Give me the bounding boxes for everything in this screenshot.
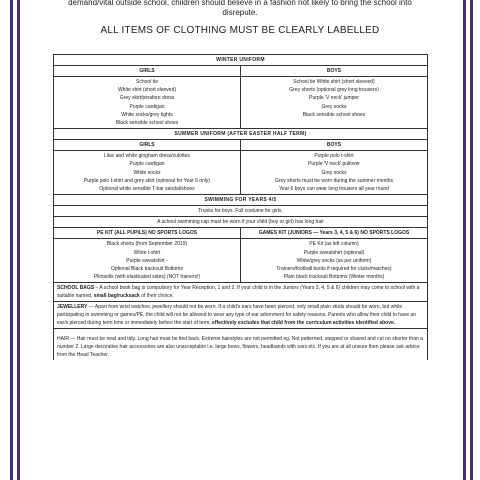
swimming-heading: SWIMMING FOR YEARS 4/5: [54, 195, 428, 206]
jewellery-text: — Apart from wrist watches, jewellery should not be worn. If a child's ears have been pierced, only small plain studs should be worn, but while participating in swimming or games/PE, the child will not be allowed to wear any type of ear adornment for safety reasons. Parents who allow their child to have an ear/s pierced during term time or immediately before the start of term,: [57, 304, 417, 327]
school-bags-note: [54, 283, 428, 302]
list-item: Grey shorts must be worn during the summer months: [274, 177, 394, 184]
left-border-bar: [10, 0, 13, 480]
list-item: White socks: [133, 169, 161, 176]
list-item: Plimsolls (with elasticated sides) (NOT trainers!): [93, 274, 201, 281]
list-item: School tie White shirt (short sleeved): [293, 79, 375, 85]
list-item: Purple polo t-shirt: [314, 153, 354, 160]
jewellery-note: [54, 302, 428, 329]
swimming-line-2: [54, 217, 428, 228]
list-item: Grey shorts (optional grey long trousers): [289, 87, 379, 94]
list-item: Purple 'V neck' pullover: [308, 161, 360, 168]
list-item: School tie: [136, 79, 158, 85]
list-item: Grey skirt/pinafore dress: [119, 95, 175, 102]
list-item: Purple cardigan: [129, 103, 165, 110]
labelling-notice: ALL ITEMS OF CLOTHING MUST BE CLEARLY LABELLED: [100, 25, 380, 36]
games-kit-heading: GAMES KIT (JUNIORS — Years 3, 4, 5 & 6) NO SPORTS LOGOS: [241, 228, 428, 239]
school-bags-tail: of their choice.: [139, 293, 174, 300]
right-border-bar-inner: [463, 0, 466, 480]
list-item: White/grey socks (as per uniform): [296, 257, 372, 264]
list-item: Purple sweatshirt (optional): [303, 249, 365, 256]
list-item: Grey socks: [321, 103, 347, 110]
school-bags-text: – A school book bag is compulsory for Year Reception, 1 and 2. If your child is in the Juniors (Years 3, 4, 5 & 6) children may come to school with a suitable named,: [57, 285, 420, 300]
list-item: Year 6 boys can wear long trousers all year round: [279, 185, 389, 192]
list-item: Purple sweatshirt -: [126, 257, 168, 264]
list-item: Purple 'V neck' jumper: [309, 95, 359, 102]
list-item: Black sensible school shoes: [302, 111, 366, 118]
right-border-bar: [470, 0, 473, 480]
intro-line-1: demand/vital outside school, children should believe in a fashion not likely to bring the school into: [68, 0, 412, 7]
list-item: Optional Black tracksuit Bottoms: [111, 266, 183, 272]
pe-kit-heading: PE KIT (ALL PUPILS) NO SPORTS LOGOS: [54, 228, 241, 239]
list-item: Trunks for boys. Full costume for girls.: [198, 208, 283, 215]
school-bags-bold: small bag/rucksack: [92, 293, 140, 300]
winter-girls-heading: GIRLS: [54, 66, 241, 77]
list-item: Lilac and white gingham dress/culottes: [104, 153, 190, 160]
jewellery-label: JEWELLERY: [57, 304, 88, 311]
hair-note: HAIR — Hair must be neat and tidy. Long hair must be tied back. Extreme hairstyles are not permitted eg. Not patterned, stepped or shaved and cut no shorter than a number 2. Large decorative hair accessories are also unacceptable i.e. large bows, flowers, headbands with ears etc. If you are at all unsure then please ask advice from the Head Teacher.: [54, 329, 428, 361]
jewellery-bold: effectively excludes that child from the curriculum activities identified above.: [210, 320, 396, 327]
pe-kit-list: [54, 239, 241, 283]
list-item: Black sensible school shoes: [115, 119, 179, 126]
winter-boys-heading: BOYS: [241, 66, 428, 77]
swimming-line-1: [54, 206, 428, 217]
summer-girls-list: [54, 151, 241, 195]
list-item: Plain black tracksuit Bottoms (Winter months): [283, 274, 385, 281]
winter-girls-list: [54, 77, 241, 129]
summer-uniform-heading: SUMMER UNIFORM (AFTER EASTER HALF TERM): [54, 129, 428, 140]
summer-girls-heading: GIRLS: [54, 140, 241, 151]
winter-boys-list: [241, 77, 428, 129]
games-kit-list: [241, 239, 428, 283]
list-item: PE Kit (as left column): [309, 241, 359, 248]
winter-uniform-heading: WINTER UNIFORM: [54, 55, 428, 66]
list-item: White socks/grey tights: [121, 111, 173, 118]
school-bags-label: SCHOOL BAGS: [57, 285, 95, 292]
list-item: Trainers/football boots if required for clubs/matches): [276, 266, 392, 272]
summer-boys-list: [241, 151, 428, 195]
list-item: Black shorts (from September 2019): [106, 241, 188, 248]
list-item: Grey socks: [321, 169, 347, 176]
intro-line-2: disrepute.: [222, 8, 258, 17]
left-border-bar-inner: [17, 0, 20, 480]
list-item: Purple cardigan: [129, 161, 165, 168]
uniform-table: [53, 54, 428, 360]
list-item: Purple polo t-shirt and grey skirt (optional for Year 6 only): [83, 177, 211, 184]
list-item: White t-shirt: [133, 249, 161, 256]
list-item: A school swimming cap must be worn if your child (boy or girl) has long hair: [157, 219, 324, 226]
list-item: White shirt (short sleeved): [117, 87, 177, 94]
list-item: Optional white sensible T-bar sandal/shoes: [99, 185, 195, 192]
summer-boys-heading: BOYS: [241, 140, 428, 151]
